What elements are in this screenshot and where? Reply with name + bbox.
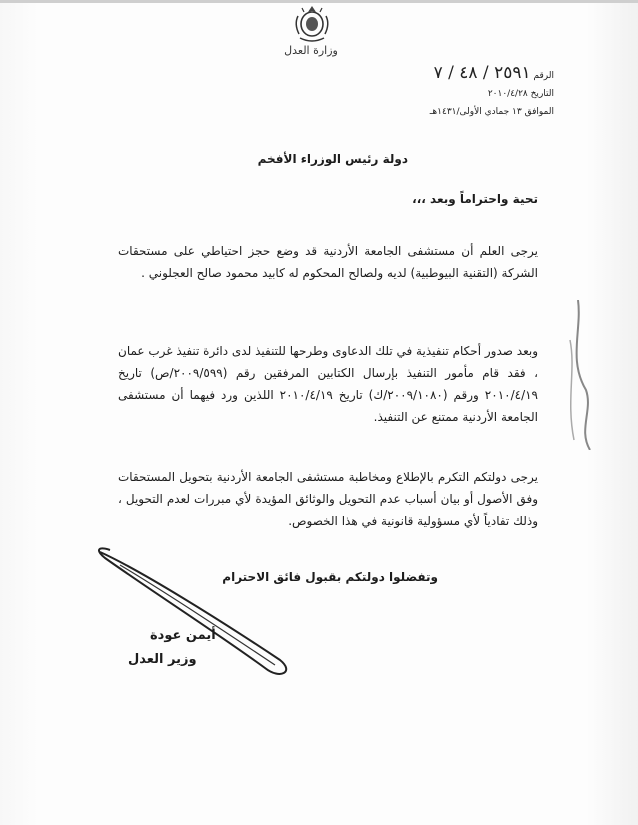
coat-of-arms-icon — [290, 4, 334, 44]
reference-hijri-label: الموافق — [524, 107, 554, 117]
reference-date-label: التاريخ — [530, 89, 554, 99]
reference-hijri-value: ١٣ جمادي الأولى/١٤٣١هـ — [429, 107, 522, 117]
paragraph-3: يرجى دولتكم التكرم بالإطلاع ومخاطبة مستشفى الجامعة الأردنية بتحويل المستحقات وفق الأصول أو بيان أسباب عدم التحويل والوثائق المؤيدة لأي مبررات لعدم التحويل ، وذلك تفادياً لأي مسؤولية قانونية في هذا الخصوص. — [118, 470, 538, 528]
reference-number-line — [430, 64, 554, 85]
reference-number-label: الرقم — [533, 71, 554, 81]
reference-block — [430, 64, 554, 121]
reference-date-line — [430, 85, 554, 103]
closing-line: وتفضلوا دولتكم بقبول فائق الاحترام — [222, 570, 438, 584]
signatory-name: أيمن عودة — [150, 628, 216, 643]
paragraph-2: وبعد صدور أحكام تنفيذية في تلك الدعاوى وطرحها للتنفيذ لدى دائرة تنفيذ غرب عمان ، فقد قام مأمور التنفيذ بإرسال الكتابين المرفقين رقم (٢٠٠٩/٥٩٩/ص) تاريخ ٢٠١٠/٤/١٩ ورقم (٢٠٠٩/١٠٨٠/ك) تاريخ ٢٠١٠/٤/١٩ اللذين ورد فيهما أن مستشفى الجامعة الأردنية ممتنع عن التنفيذ. — [118, 344, 538, 424]
greeting: تحية واحتراماً وبعد ،،، — [412, 192, 538, 206]
reference-hijri-line — [430, 103, 554, 121]
handwritten-signature — [80, 540, 300, 690]
reference-date-value: ٢٠١٠/٤/٢٨ — [487, 89, 528, 99]
margin-scribble — [548, 300, 608, 450]
paragraph-1: يرجى العلم أن مستشفى الجامعة الأردنية قد وضع حجز احتياطي على مستحقات الشركة (التقنية البيوطبية) لديه ولصالح المحكوم له كابيد محمود صالح العجلوني . — [118, 244, 538, 280]
signatory-title: وزير العدل — [128, 652, 197, 667]
ministry-name: وزارة العدل — [284, 44, 338, 57]
scan-edge — [0, 0, 638, 3]
reference-number-value: ٢٥٩١ / ٤٨ / ٧ — [433, 63, 531, 83]
addressee: دولة رئيس الوزراء الأفخم — [257, 152, 408, 166]
